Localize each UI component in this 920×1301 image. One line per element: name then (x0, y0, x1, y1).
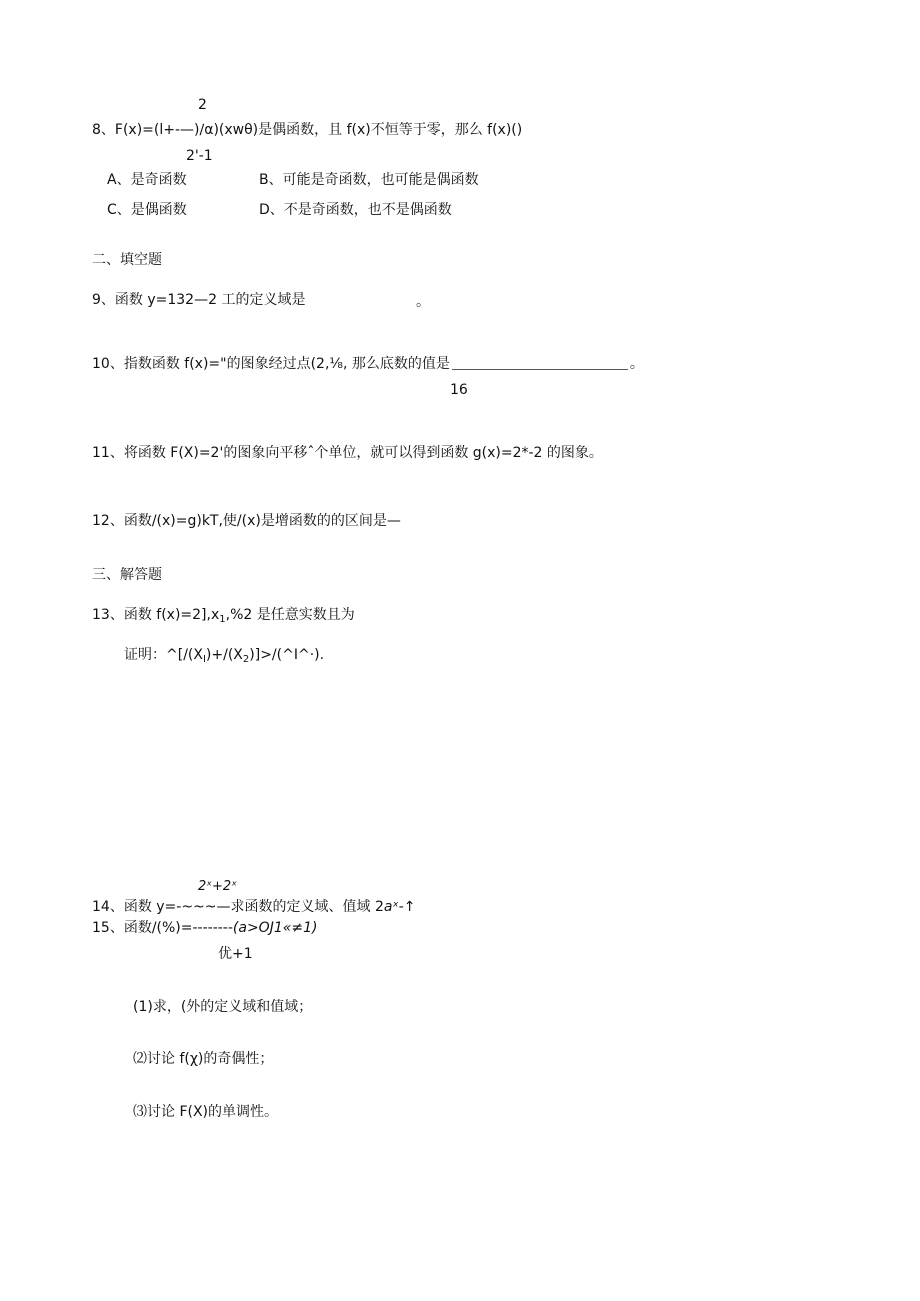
q13-proof-sub1: I (202, 654, 206, 665)
q15-below: 优+1 (218, 946, 253, 962)
q10-end: 。 (629, 356, 644, 372)
q13-proof-sub2: 2 (242, 654, 250, 665)
q9-text: 9、函数 y=132—2 工的定义域是 (92, 292, 306, 308)
section-heading-fill-in: 二、填空题 (92, 252, 162, 268)
q12-text: 12、函数/(x)=g)kT,使/(x)是增函数的的区间是— (92, 513, 401, 529)
section-heading-answer: 三、解答题 (92, 567, 162, 583)
q14-above: 2ˣ+2ˣ (198, 879, 237, 894)
q14-text (92, 898, 415, 916)
q8-option-a: A、是奇函数 (107, 172, 187, 188)
q14-tail: aˣ-↑ (383, 899, 416, 915)
q14-stem: 14、函数 y=-~~~—求函数的定义域、值域 2 (92, 899, 384, 915)
q13-proof-mid: )+/(X (205, 647, 243, 663)
q8-option-b: B、可能是奇函数，也可能是偶函数 (259, 172, 479, 188)
q11-text: 11、将函数 F(X)=2'的图象向平移ˆ个单位，就可以得到函数 g(x)=2*-2 的图象。 (92, 445, 603, 461)
q8-option-d: D、不是奇函数，也不是偶函数 (259, 202, 452, 218)
q8-stem: 8、F(x)=(l+-—)∕α)(xwθ)是偶函数，且 f(x)不恒等于零，那么 f(x)() (92, 122, 523, 138)
q15-tail: (a>OJ1«≠1) (232, 920, 318, 936)
q15-part-2: ⑵讨论 f(χ)的奇偶性； (133, 1051, 274, 1067)
q13-proof-end: )]>/(^I^·). (249, 647, 325, 663)
q10-below: 16 (450, 382, 468, 398)
q10-stem: 10、指数函数 f(x)="的图象经过点(2,⅛, 那么底数的值是 (92, 356, 450, 372)
q8-denominator: 2'-1 (186, 148, 213, 164)
q13-sub: 1 (219, 614, 226, 625)
q15-stem: 15、函数/(%)=-------- (92, 920, 233, 936)
q8-numerator: 2 (198, 97, 207, 113)
q13-stem: 13、函数 f(x)=2],x (92, 607, 220, 623)
q13-text (92, 606, 355, 629)
q15-part-1: (1)求，(外的定义域和值域； (133, 999, 313, 1015)
q8-option-c: C、是偶函数 (107, 202, 187, 218)
q13-proof-prefix: 证明：^[/(X (124, 647, 203, 663)
q13-stem-end: ,%2 是任意实数且为 (225, 607, 355, 623)
q15-part-3: ⑶讨论 F(X)的单调性。 (133, 1104, 279, 1120)
q13-proof (124, 646, 324, 669)
q10-text (92, 355, 644, 373)
q15-text (92, 919, 317, 937)
q9-end: 。 (416, 294, 430, 310)
q10-answer-blank (452, 355, 628, 370)
